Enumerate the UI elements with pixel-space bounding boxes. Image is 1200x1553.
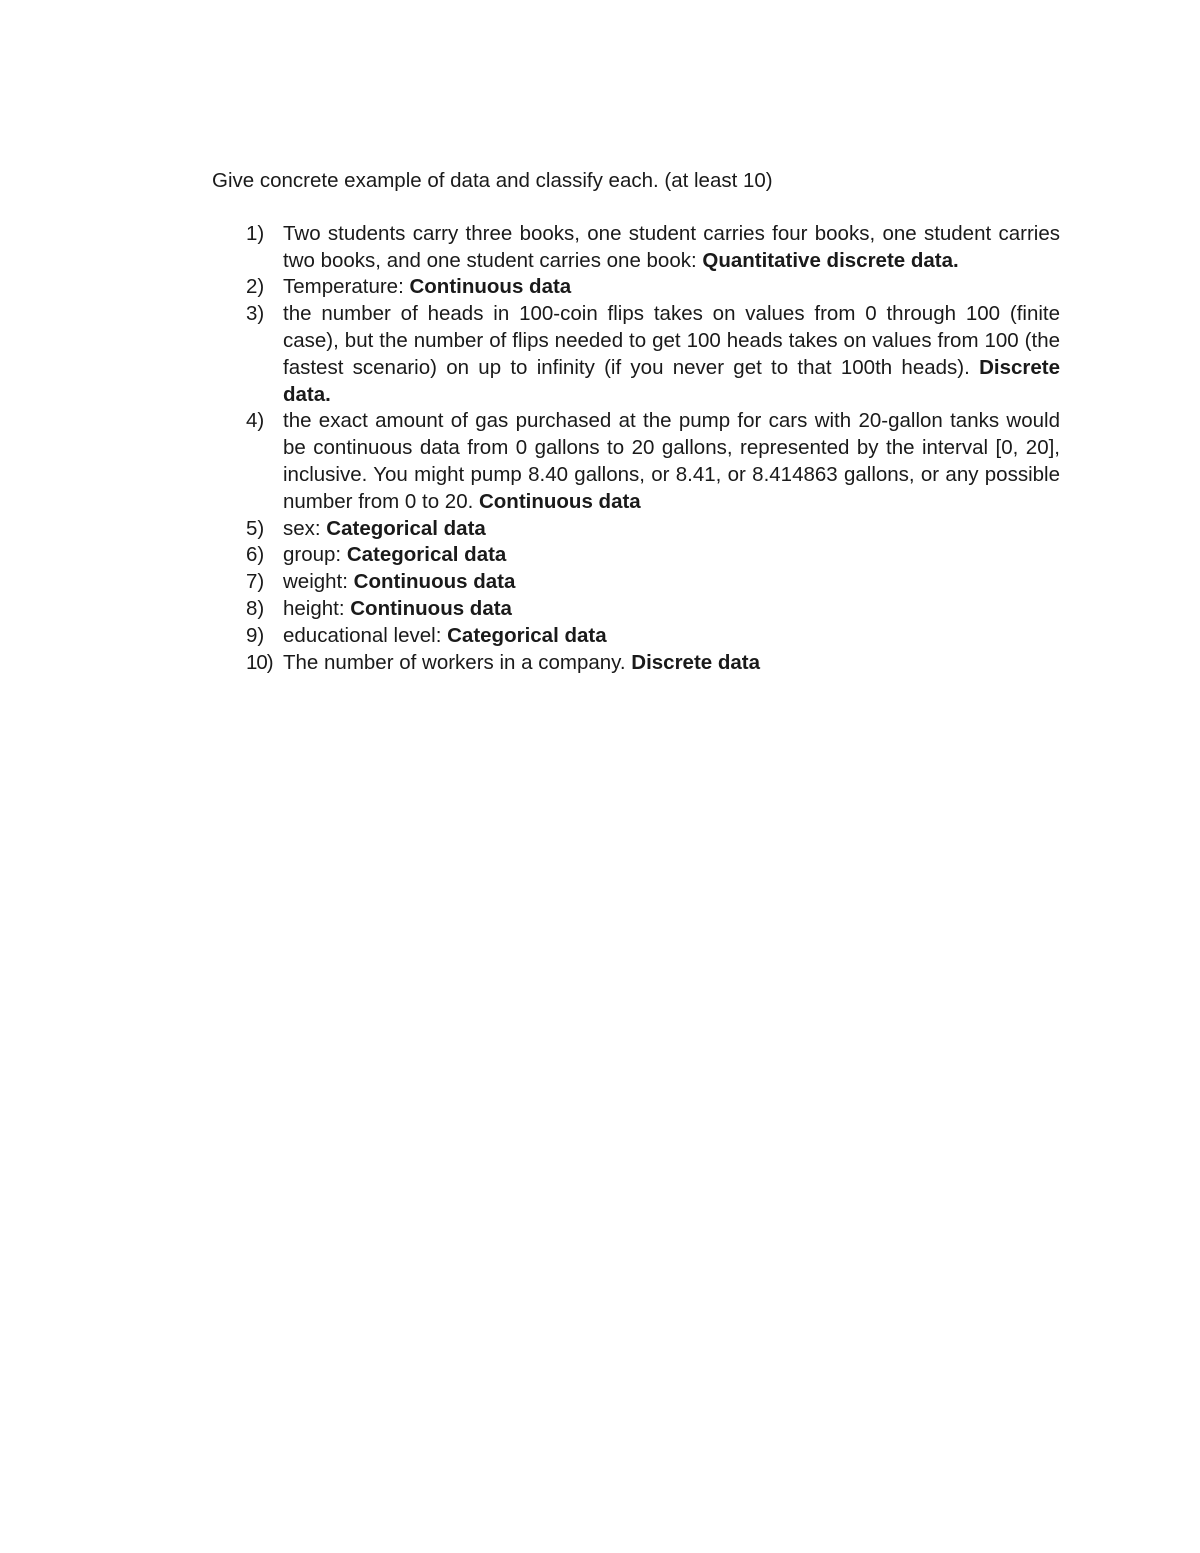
item-number: 8) (246, 596, 265, 620)
item-classification: Discrete data. (283, 355, 1060, 406)
list-item (212, 408, 1060, 515)
list-item (212, 650, 1060, 677)
item-text: weight: (283, 570, 354, 594)
examples-list (212, 221, 1060, 677)
item-classification: Categorical data (447, 623, 607, 647)
list-item (212, 569, 1060, 596)
item-number: 3) (246, 302, 265, 326)
item-number: 9) (246, 623, 265, 647)
item-text: educational level: (283, 623, 448, 647)
item-text: the exact amount of gas purchased at the pump for cars with 20-gallon tanks would be continuous data from 0 gallons to 20 gallons, represented by the interval [0, 20], inclusive. You might pump 8.40 gallons, or 8.41, or 8.414863 gallons, or any possible number from 0 to 20. (283, 409, 1060, 513)
item-classification: Categorical data (326, 516, 486, 540)
item-text: sex: (283, 516, 327, 540)
list-item (212, 274, 1060, 301)
item-number: 1) (246, 221, 265, 245)
item-number: 2) (246, 275, 265, 299)
item-text: Two students carry three books, one student carries four books, one student carries two books, and one student carries one book: (283, 221, 1060, 272)
item-classification: Categorical data (346, 543, 507, 567)
item-number: 4) (246, 409, 265, 433)
item-text: The number of workers in a company. (283, 650, 632, 674)
item-text: the number of heads in 100-coin flips takes on values from 0 through 100 (finite case), but the number of flips needed to get 100 heads takes on values from 100 (the fastest scenario) on up to infinity (if you never get to that 100th heads). (283, 302, 1060, 379)
list-item (212, 301, 1060, 408)
item-classification: Continuous data (409, 275, 572, 299)
item-number: 7) (246, 570, 265, 594)
item-number: 10) (246, 650, 273, 674)
item-text: group: (283, 543, 347, 567)
list-item (212, 623, 1060, 650)
item-classification: Quantitative discrete data. (702, 248, 959, 272)
list-item (212, 516, 1060, 543)
item-number: 5) (246, 516, 265, 540)
item-text: height: (283, 596, 351, 620)
list-item (212, 596, 1060, 623)
item-classification: Continuous data (353, 570, 516, 594)
document-body (212, 168, 1060, 676)
item-number: 6) (246, 543, 265, 567)
list-item (212, 542, 1060, 569)
document-heading: Give concrete example of data and classify each. (at least 10) (212, 169, 773, 192)
item-classification: Discrete data (631, 650, 761, 674)
item-text: Temperature: (283, 275, 410, 299)
item-classification: Continuous data (350, 596, 512, 620)
list-item (212, 221, 1060, 275)
item-classification: Continuous data (478, 489, 641, 513)
